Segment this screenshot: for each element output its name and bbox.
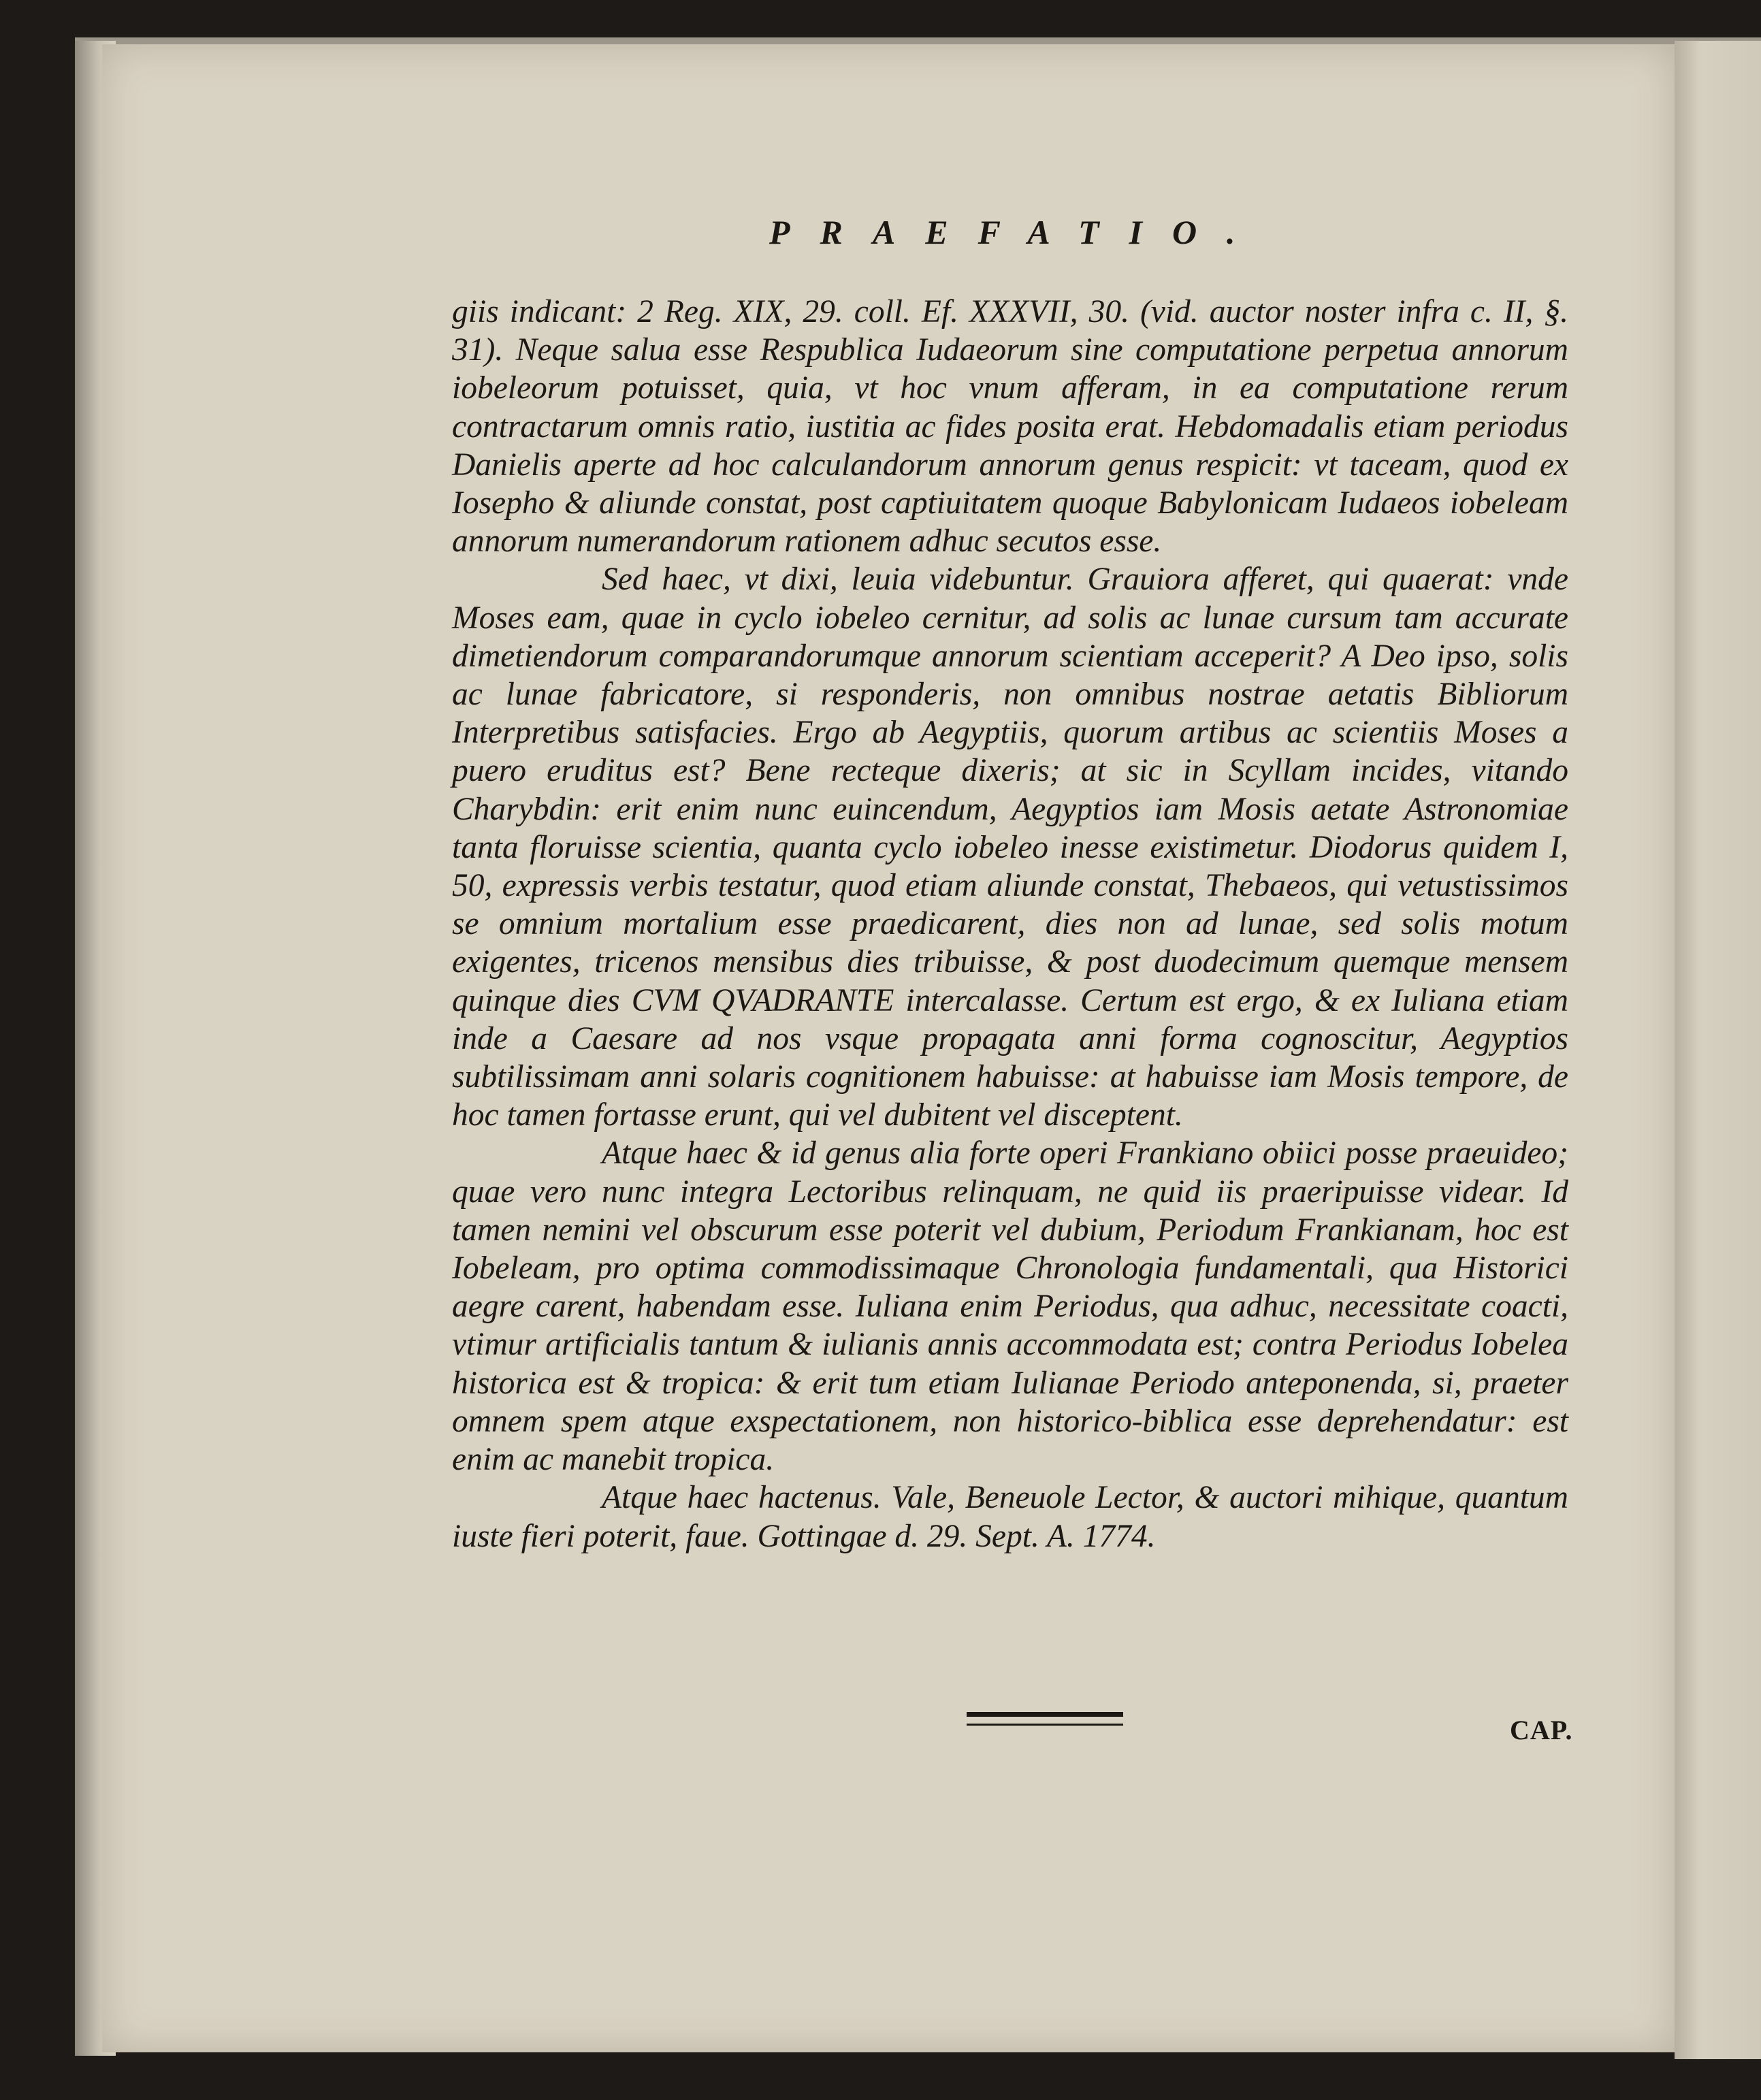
paragraph-1: giis indicant: 2 Reg. XIX, 29. coll. Ef. XXXVII, 30. (vid. auctor noster infra c. II, §. 31). Neque salua esse Respublica Iudaeorum sine computatione perpetua annorum iobeleorum potuisset, quia, vt hoc vnum afferam, in ea computatione rerum contractarum omnis ratio, iustitia ac fides posita erat. Hebdomadalis etiam periodus Danielis aperte ad hoc calculandorum annorum genus respicit: vt taceam, quod ex Iosepho & aliunde constat, post captiuitatem quoque Babylonicam Iudaeos iobeleam annorum numerandorum rationem adhuc secutos esse. bbox=[452, 294, 1568, 560]
running-head: PRAEFATIO. bbox=[769, 213, 1265, 251]
body-text bbox=[452, 293, 1568, 1555]
paragraph-3: Atque haec & id genus alia forte operi Frankiano obiici posse praeuideo; quae vero nunc integra Lectoribus relinquam, ne quid iis praeripuisse videar. Id tamen nemini vel obscurum esse poterit vel dubium, Periodum Frankianam, hoc est Iobeleam, pro optima commodissimaque Chronologia fundamentali, qua Historici aegre carent, habendam esse. Iuliana enim Periodus, qua adhuc, necessitate coacti, vtimur artificialis tantum & iulianis annis accommodata est; contra Periodus Iobelea historica est & tropica: & erit tum etiam Iulianae Periodo anteponenda, si, praeter omnem spem atque exspectationem, non historico-biblica esse deprehendatur: est enim ac manebit tropica. bbox=[452, 1135, 1568, 1478]
paragraph-4: Atque haec hactenus. Vale, Beneuole Lector, & auctori mihique, quantum iuste fieri poterit, faue. Gottingae d. 29. Sept. A. 1774. bbox=[452, 1480, 1568, 1554]
paragraph-2: Sed haec, vt dixi, leuia videbuntur. Grauiora afferet, qui quaerat: vnde Moses eam, quae in cyclo iobeleo cernitur, ad solis ac lunae cursum tam accurate dimetiendorum comparandorumque annorum scientiam acceperit? A Deo ipso, solis ac lunae fabricatore, si responderis, non omnibus nostrae aetatis Bibliorum Interpretibus satisfacies. Ergo ab Aegyptiis, quorum artibus ac scientiis Moses a puero eruditus est? Bene recteque dixeris; at sic in Scyllam incides, vitando Charybdin: erit enim nunc euincendum, Aegyptios iam Mosis aetate Astronomiae tanta floruisse scientia, quanta cyclo iobeleo inesse existimetur. Diodorus quidem I, 50, expressis verbis testatur, quod etiam aliunde constat, Thebaeos, qui vetustissimos se omnium mortalium esse praedicarent, dies non ad lunae, sed solis motum exigentes, tricenos mensibus dies tribuisse, & post duodecimum quemque mensem quinque dies CVM QVADRANTE intercalasse. Certum est ergo, & ex Iuliana etiam inde a Caesare ad nos vsque propagata anni forma cognoscitur, Aegyptios subtilissimam anni solaris cognitionem habuisse: at habuisse iam Mosis tempore, de hoc tamen fortasse erunt, qui vel dubitent vel disceptent. bbox=[452, 562, 1568, 1133]
catchword: CAP. bbox=[1510, 1715, 1573, 1745]
section-rule bbox=[967, 1712, 1123, 1726]
facing-page-edge bbox=[1675, 41, 1761, 2059]
